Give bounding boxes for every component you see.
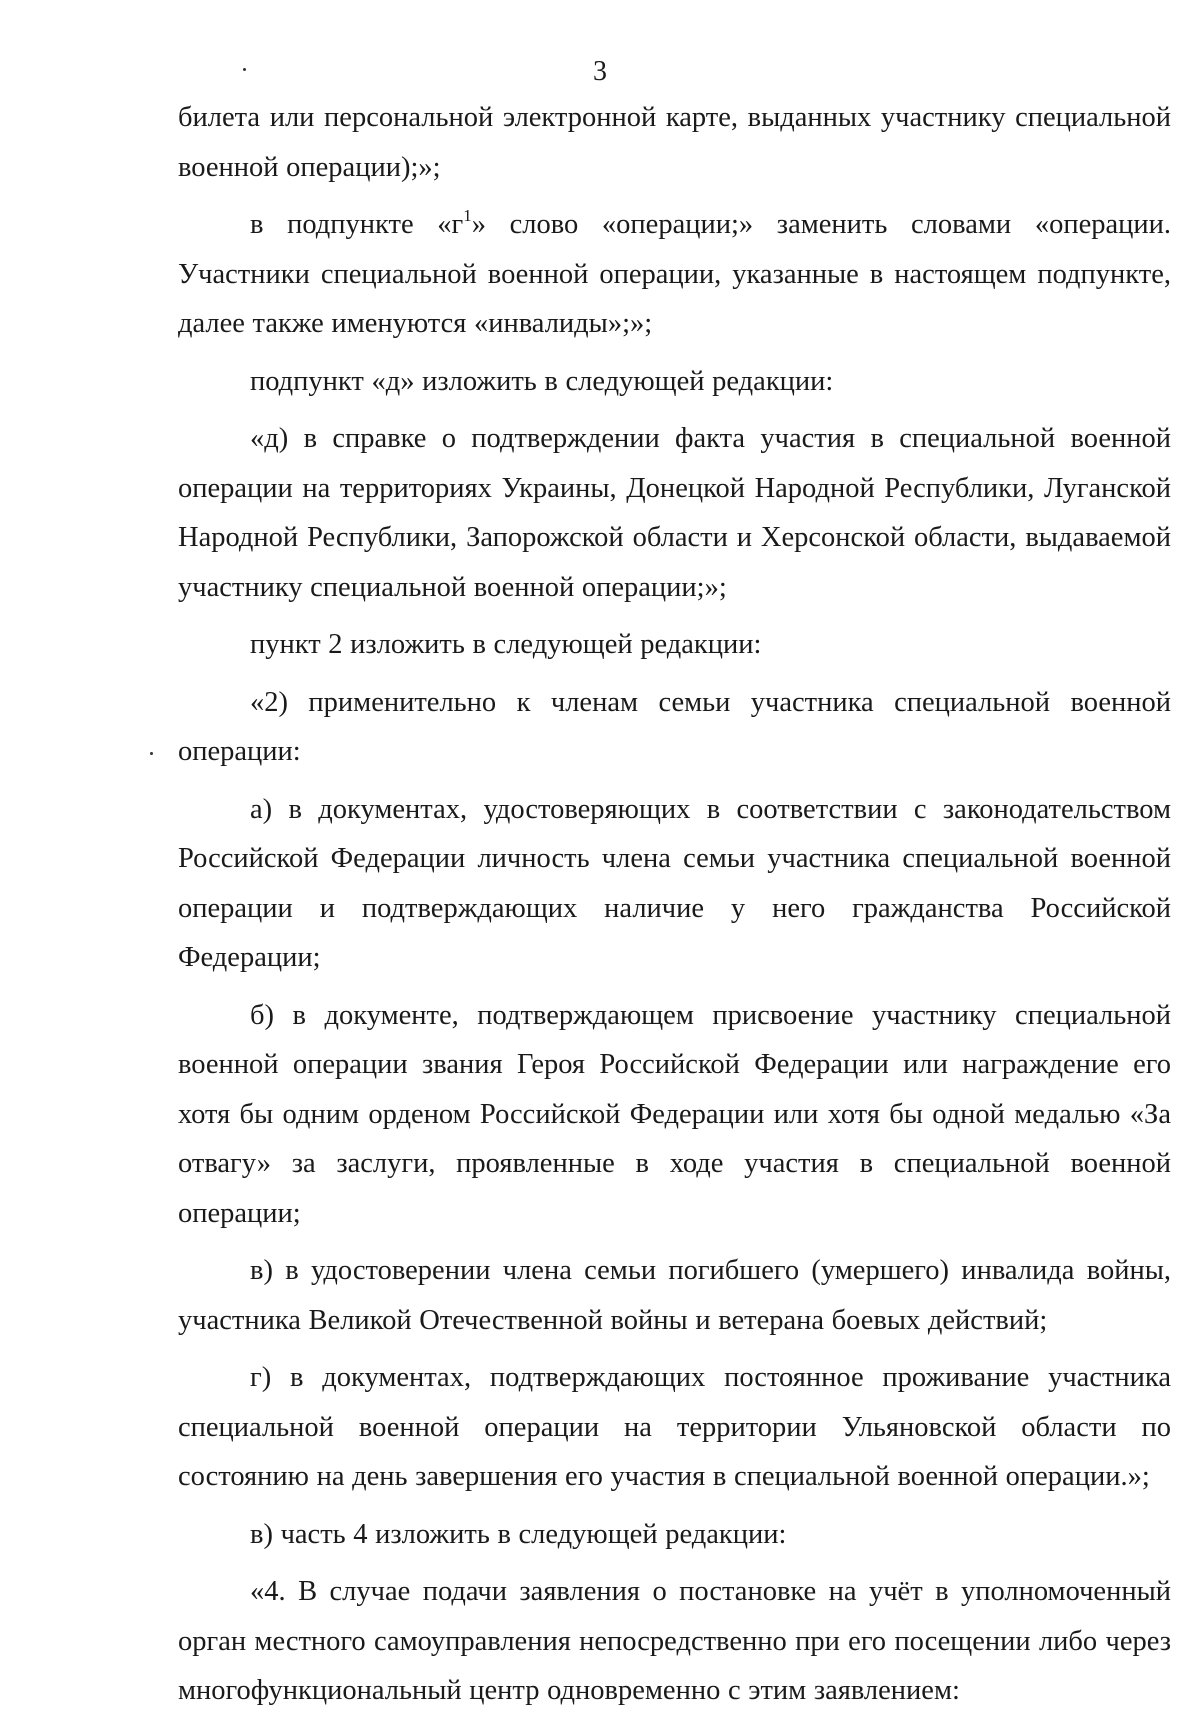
- paragraph-12: «4. В случае подачи заявления о постановке на учёт в уполномоченный орган местного самоуправления непосредственно при его посещении либо через многофункциональный центр одновременно с этим заявлением:: [178, 1576, 1171, 1706]
- paragraph-10: г) в документах, подтверждающих постоянное проживание участника специальной военной операции на территории Ульяновской области по состоянию на день завершения его участия в специальной военной операции.»;: [178, 1362, 1171, 1492]
- paragraph-11: в) часть 4 изложить в следующей редакции:: [250, 1518, 787, 1550]
- paragraph-6: «2) применительно к членам семьи участника специальной военной операции:: [178, 686, 1171, 767]
- paragraph-9: в) в удостоверении члена семьи погибшего (умершего) инвалида войны, участника Великой Отечественной войны и ветерана боевых действий;: [178, 1255, 1171, 1336]
- paragraph-2-start: в подпункте «г: [250, 209, 464, 240]
- scan-speck: [150, 752, 153, 755]
- page-number: 3: [593, 56, 607, 87]
- superscript-index: 1: [463, 206, 472, 225]
- paragraph-7: а) в документах, удостоверяющих в соответствии с законодательством Российской Федерации личность члена семьи участника специальной военной операции и подтверждающих наличие у него гражданства Российской Федерации;: [178, 793, 1171, 973]
- document-body: [178, 93, 1171, 1716]
- paragraph-2-end: » слово «операции;» заменить словами «операции. Участники специальной военной операции, указанные в настоящем подпункте, далее также именуются «инвалиды»;»;: [178, 209, 1171, 339]
- paragraph-4: «д) в справке о подтверждении факта участия в специальной военной операции на территориях Украины, Донецкой Народной Республики, Луганской Народной Республики, Запорожской области и Херсонской области, выдаваемой участнику специальной военной операции;»;: [178, 423, 1171, 603]
- paragraph-1: билета или персональной электронной карте, выданных участнику специальной военной операции);»;: [178, 102, 1171, 183]
- paragraph-3: подпункт «д» изложить в следующей редакции:: [250, 365, 834, 397]
- paragraph-2: [178, 200, 1171, 349]
- paragraph-8: б) в документе, подтверждающем присвоение участнику специальной военной операции звания Героя Российской Федерации или награждение его хотя бы одним орденом Российской Федерации или хотя бы одной медалью «За отвагу» за заслуги, проявленные в ходе участия в специальной военной операции;: [178, 999, 1171, 1229]
- paragraph-5: пункт 2 изложить в следующей редакции:: [250, 629, 762, 660]
